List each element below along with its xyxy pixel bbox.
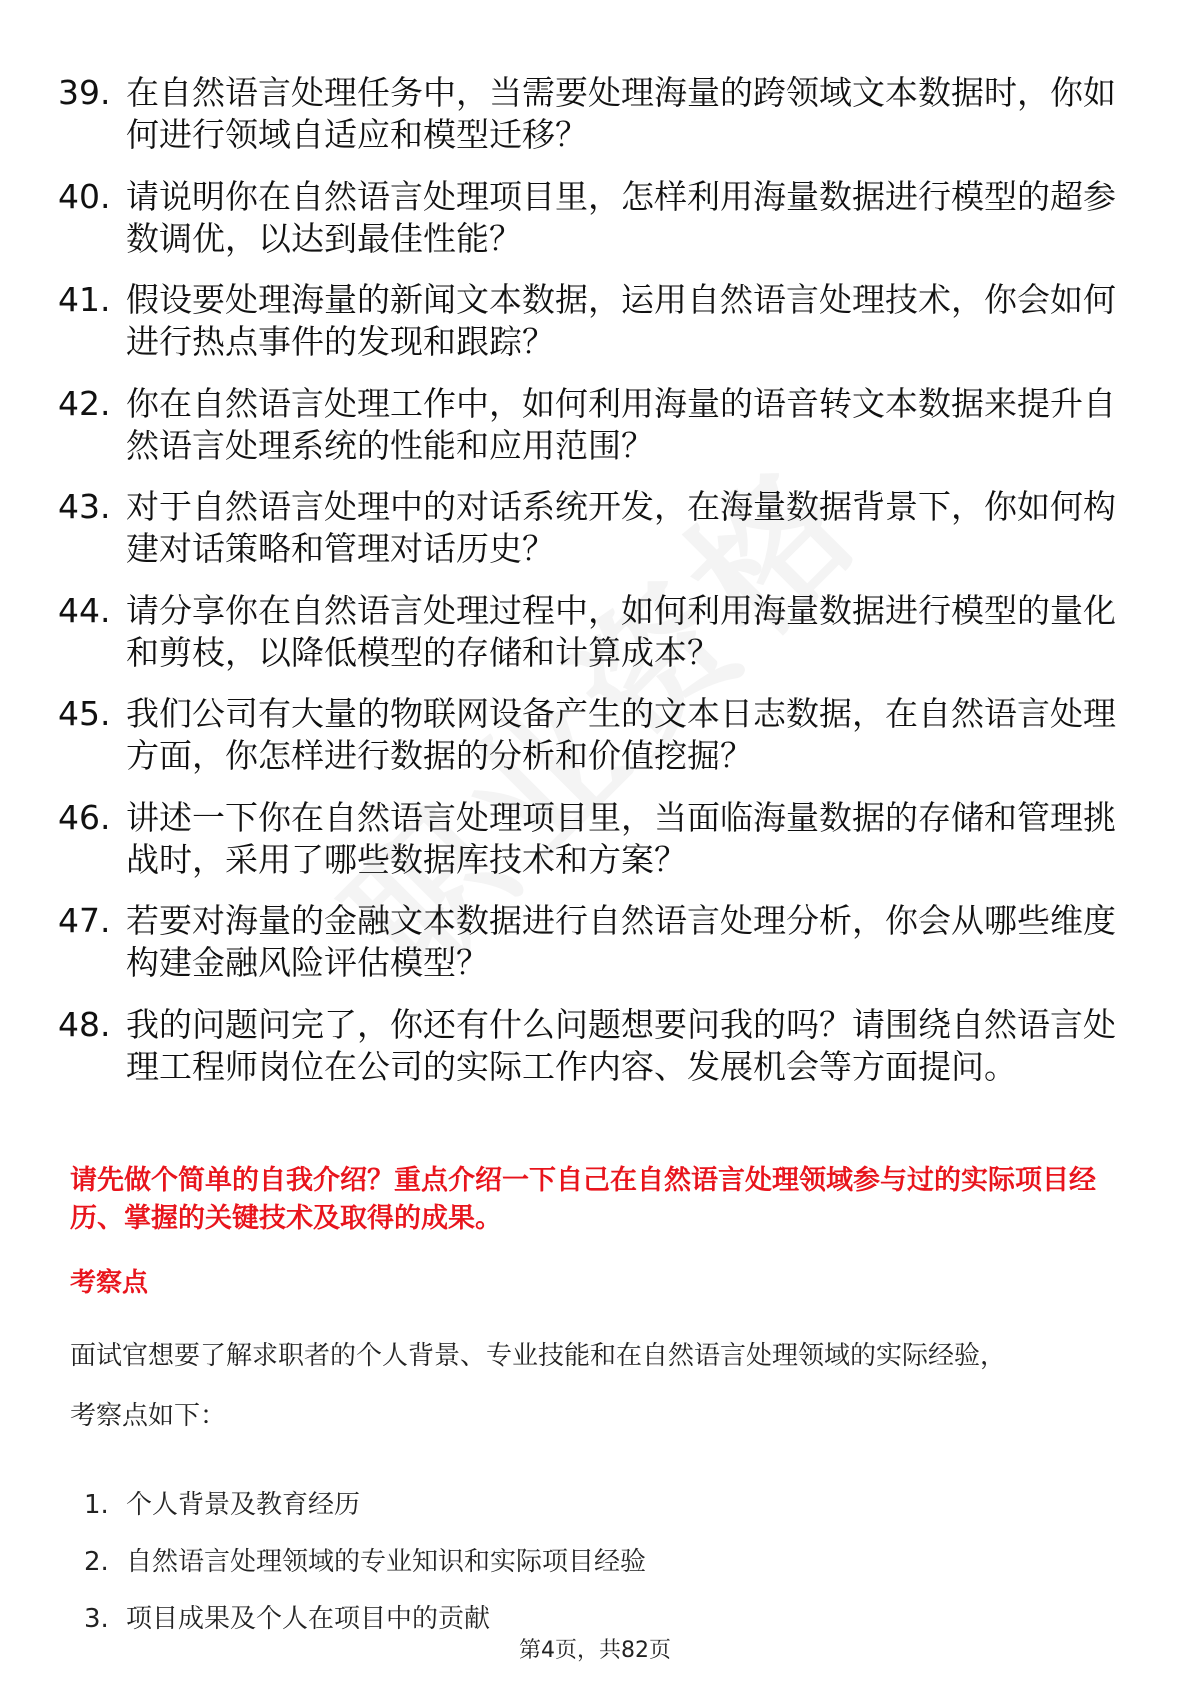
list-item <box>84 1544 646 1580</box>
question-text: 对于自然语言处理中的对话系统开发，在海量数据背景下，你如何构建对话策略和管理对话历史？ <box>126 487 1116 568</box>
list-item <box>58 590 1118 674</box>
intro-paragraph: 面试官想要了解求职者的个人背景、专业技能和在自然语言处理领域的实际经验， <box>70 1341 1007 1371</box>
question-text: 我的问题问完了，你还有什么问题想要问我的吗？请围绕自然语言处理工程师岗位在公司的实际工作内容、发展机会等方面提问。 <box>126 1004 1116 1086</box>
page-footer: 第4页，共82页 <box>519 1638 671 1663</box>
question-text: 请分享你在自然语言处理过程中，如何利用海量数据进行模型的量化和剪枝，以降低模型的存储和计算成本？ <box>126 590 1116 672</box>
point-number: 2. <box>84 1547 109 1577</box>
question-text: 讲述一下你在自然语言处理项目里，当面临海量数据的存储和管理挑战时，采用了哪些数据库技术和方案？ <box>126 797 1116 879</box>
question-text: 你在自然语言处理工作中，如何利用海量的语音转文本数据来提升自然语言处理系统的性能和应用范围？ <box>126 383 1116 465</box>
question-list <box>58 72 1118 1107</box>
list-item <box>84 1487 646 1523</box>
question-number: 41. <box>58 280 111 319</box>
list-item <box>58 797 1118 881</box>
question-number: 45. <box>58 694 111 733</box>
point-text: 个人背景及教育经历 <box>126 1490 361 1520</box>
section-heading: 考察点 <box>70 1268 149 1298</box>
list-item <box>58 72 1118 156</box>
intro-paragraph-continued: 考察点如下： <box>70 1401 227 1431</box>
question-number: 40. <box>58 176 111 216</box>
point-text: 自然语言处理领域的专业知识和实际项目经验 <box>126 1547 647 1577</box>
assessment-points <box>84 1487 646 1658</box>
question-text: 在自然语言处理任务中，当需要处理海量的跨领域文本数据时，你如何进行领域自适应和模型迁移？ <box>126 73 1116 154</box>
point-text: 项目成果及个人在项目中的贡献 <box>126 1604 491 1634</box>
list-item <box>84 1601 646 1637</box>
question-text: 请说明你在自然语言处理项目里，怎样利用海量数据进行模型的超参数调优，以达到最佳性能？ <box>126 176 1116 258</box>
question-number: 39. <box>58 73 111 112</box>
question-number: 44. <box>58 590 111 630</box>
list-item <box>58 176 1118 260</box>
list-item <box>58 900 1118 984</box>
highlight-question: 请先做个简单的自我介绍？重点介绍一下自己在自然语言处理领域参与过的实际项目经历、掌握的关键技术及取得的成果。 <box>70 1165 1096 1234</box>
question-text: 我们公司有大量的物联网设备产生的文本日志数据，在自然语言处理方面，你怎样进行数据的分析和价值挖掘？ <box>126 694 1116 775</box>
question-number: 46. <box>58 797 111 837</box>
question-number: 43. <box>58 487 111 526</box>
question-number: 42. <box>58 383 111 423</box>
list-item <box>58 383 1118 467</box>
question-number: 48. <box>58 1004 111 1044</box>
list-item <box>58 486 1118 570</box>
list-item <box>58 1004 1118 1088</box>
question-text: 若要对海量的金融文本数据进行自然语言处理分析，你会从哪些维度构建金融风险评估模型？ <box>126 901 1116 982</box>
list-item <box>58 279 1118 363</box>
point-number: 3. <box>84 1604 109 1634</box>
question-text: 假设要处理海量的新闻文本数据，运用自然语言处理技术，你会如何进行热点事件的发现和跟踪？ <box>126 280 1116 361</box>
point-number: 1. <box>84 1490 109 1520</box>
question-number: 47. <box>58 901 111 940</box>
list-item <box>58 693 1118 777</box>
